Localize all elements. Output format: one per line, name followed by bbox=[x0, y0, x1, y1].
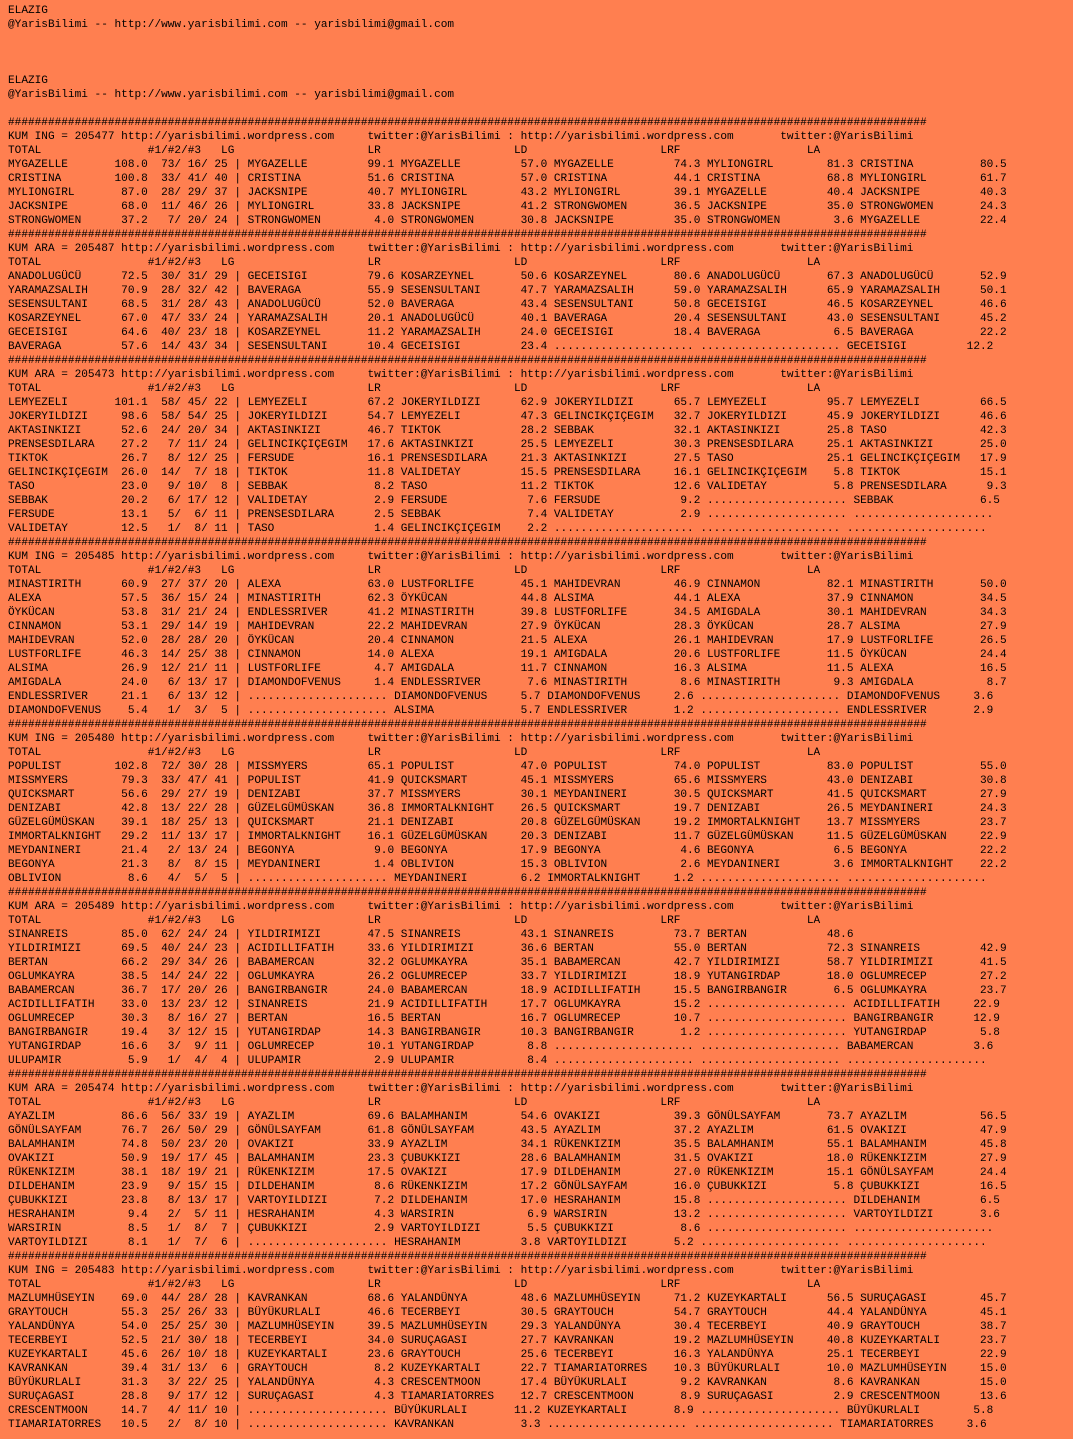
table-row: BAVERAGA 57.6 14/ 43/ 34 | SESENSULTANI 10.4 GECEISIGI 23.4 ..................... ..................... GECEISIGI 12.2 bbox=[8, 341, 994, 353]
table-row: AMIGDALA 24.0 6/ 13/ 17 | DIAMONDOFVENUS 1.4 ENDLESSRIVER 7.6 MINASTIRITH 8.6 MINASTIRITH 9.3 AMIGDALA 8.7 bbox=[8, 677, 1007, 689]
race-title: KUM ING = 205483 http://yarisbilimi.wordpress.com twitter:@YarisBilimi : http://yarisbilimi.wordpress.com twitter:@YarisBilimi bbox=[8, 1265, 914, 1277]
table-row: GRAYTOUCH 55.3 25/ 26/ 33 | BÜYÜKURLALI 46.6 TECERBEYI 30.5 GRAYTOUCH 54.7 GRAYTOUCH 44.4 YALANDÜNYA 45.1 bbox=[8, 1307, 1007, 1319]
race-block bbox=[8, 718, 1073, 886]
table-row: MINASTIRITH 60.9 27/ 37/ 20 | ALEXA 63.0 LUSTFORLIFE 45.1 MAHIDEVRAN 46.9 CINNAMON 82.1 MINASTIRITH 50.0 bbox=[8, 579, 1007, 591]
table-row: DENIZABI 42.8 13/ 22/ 28 | GÜZELGÜMÜSKAN 36.8 IMMORTALKNIGHT 26.5 QUICKSMART 19.7 DENIZABI 26.5 MEYDANINERI 24.3 bbox=[8, 803, 1007, 815]
race-block bbox=[8, 536, 1073, 718]
table-row: OBLIVION 8.6 4/ 5/ 5 | ..................... MEYDANINERI 6.2 IMMORTALKNIGHT 1.2 ..................... ..................... bbox=[8, 873, 987, 885]
race-title: KUM ARA = 205474 http://yarisbilimi.wordpress.com twitter:@YarisBilimi : http://yarisbilimi.wordpress.com twitter:@YarisBilimi bbox=[8, 1083, 914, 1095]
header-contact: @YarisBilimi -- http://www.yarisbilimi.com -- yarisbilimi@gmail.com bbox=[8, 89, 455, 101]
header-contact: @YarisBilimi -- http://www.yarisbilimi.com -- yarisbilimi@gmail.com bbox=[8, 19, 455, 31]
table-row: IMMORTALKNIGHT 29.2 11/ 13/ 17 | IMMORTALKNIGHT 16.1 GÜZELGÜMÜSKAN 20.3 DENIZABI 11.7 GÜZELGÜMÜSKAN 11.5 GÜZELGÜMÜSKAN 22.9 bbox=[8, 831, 1007, 843]
table-row: TIAMARIATORRES 10.5 2/ 8/ 10 | ..................... KAVRANKAN 3.3 ..................... ..................... TIAMARIATORRES 3.6 bbox=[8, 1419, 987, 1431]
table-row: ÖYKÜCAN 53.8 31/ 21/ 24 | ENDLESSRIVER 41.2 MINASTIRITH 39.8 LUSTFORLIFE 34.5 AMIGDALA 30.1 MAHIDEVRAN 34.3 bbox=[8, 607, 1007, 619]
column-headers: TOTAL #1/#2/#3 LG LR LD LRF LA bbox=[8, 383, 821, 395]
column-headers: TOTAL #1/#2/#3 LG LR LD LRF LA bbox=[8, 565, 821, 577]
table-row: KAVRANKAN 39.4 31/ 13/ 6 | GRAYTOUCH 8.2 KUZEYKARTALI 22.7 TIAMARIATORRES 10.3 BÜYÜKURLALI 10.0 MAZLUMHÜSEYIN 15.0 bbox=[8, 1363, 1007, 1375]
column-headers: TOTAL #1/#2/#3 LG LR LD LRF LA bbox=[8, 915, 821, 927]
race-title: KUM ARA = 205487 http://yarisbilimi.wordpress.com twitter:@YarisBilimi : http://yarisbilimi.wordpress.com twitter:@YarisBilimi bbox=[8, 243, 914, 255]
table-row: SEBBAK 20.2 6/ 17/ 12 | VALIDETAY 2.9 FERSUDE 7.6 FERSUDE 9.2 ..................... SEBBAK 6.5 bbox=[8, 495, 1000, 507]
table-row: GELINCIKÇIÇEGIM 26.0 14/ 7/ 18 | TIKTOK 11.8 VALIDETAY 15.5 PRENSESDILARA 16.1 GELINCIKÇIÇEGIM 5.8 TIKTOK 15.1 bbox=[8, 467, 1007, 479]
table-row: CRESCENTMOON 14.7 4/ 11/ 10 | ..................... BÜYÜKURLALI 11.2 KUZEYKARTALI 8.9 ..................... BÜYÜKURLALI 5.8 bbox=[8, 1405, 994, 1417]
header-city: ELAZIG bbox=[8, 5, 48, 17]
table-row: TIKTOK 26.7 8/ 12/ 25 | FERSUDE 16.1 PRENSESDILARA 21.3 AKTASINKIZI 27.5 TASO 25.1 GELINCIKÇIÇEGIM 17.9 bbox=[8, 453, 1007, 465]
table-row: YARAMAZSALIH 70.9 28/ 32/ 42 | BAVERAGA 55.9 SESENSULTANI 47.7 YARAMAZSALIH 59.0 YARAMAZSALIH 65.9 YARAMAZSALIH 50.1 bbox=[8, 285, 1007, 297]
table-row: ALSIMA 26.9 12/ 21/ 11 | LUSTFORLIFE 4.7 AMIGDALA 11.7 CINNAMON 16.3 ALSIMA 11.5 ALEXA 16.5 bbox=[8, 663, 1007, 675]
table-row: BÜYÜKURLALI 31.3 3/ 22/ 25 | YALANDÜNYA 4.3 CRESCENTMOON 17.4 BÜYÜKURLALI 9.2 KAVRANKAN 8.6 KAVRANKAN 15.0 bbox=[8, 1377, 1007, 1389]
table-row: OGLUMKAYRA 38.5 14/ 24/ 22 | OGLUMKAYRA 26.2 OGLUMRECEP 33.7 YILDIRIMIZI 18.9 YUTANGIRDAP 18.0 OGLUMRECEP 27.2 bbox=[8, 971, 1007, 983]
separator-line: ########################################################################################################################################## bbox=[8, 229, 927, 241]
race-block bbox=[8, 116, 1073, 228]
table-row: RÜKENKIZIM 38.1 18/ 19/ 21 | RÜKENKIZIM 17.5 OVAKIZI 17.9 DILDEHANIM 27.0 RÜKENKIZIM 15.1 GÖNÜLSAYFAM 24.4 bbox=[8, 1167, 1007, 1179]
table-row: CINNAMON 53.1 29/ 14/ 19 | MAHIDEVRAN 22.2 MAHIDEVRAN 27.9 ÖYKÜCAN 28.3 ÖYKÜCAN 28.7 ALSIMA 27.9 bbox=[8, 621, 1007, 633]
table-row: GÖNÜLSAYFAM 76.7 26/ 50/ 29 | GÖNÜLSAYFAM 61.8 GÖNÜLSAYFAM 43.5 AYAZLIM 37.2 AYAZLIM 61.5 OVAKIZI 47.9 bbox=[8, 1125, 1007, 1137]
table-row: OGLUMRECEP 30.3 8/ 16/ 27 | BERTAN 16.5 BERTAN 16.7 OGLUMRECEP 10.7 ..................... BANGIRBANGIR 12.9 bbox=[8, 1013, 1000, 1025]
race-block bbox=[8, 886, 1073, 1068]
column-headers: TOTAL #1/#2/#3 LG LR LD LRF LA bbox=[8, 257, 821, 269]
table-row: MAHIDEVRAN 52.0 28/ 28/ 20 | ÖYKÜCAN 20.4 CINNAMON 21.5 ALEXA 26.1 MAHIDEVRAN 17.9 LUSTFORLIFE 26.5 bbox=[8, 635, 1007, 647]
table-row: LUSTFORLIFE 46.3 14/ 25/ 38 | CINNAMON 14.0 ALEXA 19.1 AMIGDALA 20.6 LUSTFORLIFE 11.5 ÖYKÜCAN 24.4 bbox=[8, 649, 1007, 661]
race-title: KUM ING = 205480 http://yarisbilimi.wordpress.com twitter:@YarisBilimi : http://yarisbilimi.wordpress.com twitter:@YarisBilimi bbox=[8, 733, 914, 745]
table-row: MEYDANINERI 21.4 2/ 13/ 24 | BEGONYA 9.0 BEGONYA 17.9 BEGONYA 4.6 BEGONYA 6.5 BEGONYA 22.2 bbox=[8, 845, 1007, 857]
table-row: YILDIRIMIZI 69.5 40/ 24/ 23 | ACIDILLIFATIH 33.6 YILDIRIMIZI 36.6 BERTAN 55.0 BERTAN 72.3 SINANREIS 42.9 bbox=[8, 943, 1007, 955]
table-row: MYGAZELLE 108.0 73/ 16/ 25 | MYGAZELLE 99.1 MYGAZELLE 57.0 MYGAZELLE 74.3 MYLIONGIRL 81.3 CRISTINA 80.5 bbox=[8, 159, 1007, 171]
table-row: AKTASINKIZI 52.6 24/ 20/ 34 | AKTASINKIZI 46.7 TIKTOK 28.2 SEBBAK 32.1 AKTASINKIZI 25.8 TASO 42.3 bbox=[8, 425, 1007, 437]
table-row: GÜZELGÜMÜSKAN 39.1 18/ 25/ 13 | QUICKSMART 21.1 DENIZABI 20.8 GÜZELGÜMÜSKAN 19.2 IMMORTALKNIGHT 13.7 MISSMYERS 23.7 bbox=[8, 817, 1007, 829]
table-row: MISSMYERS 79.3 33/ 47/ 41 | POPULIST 41.9 QUICKSMART 45.1 MISSMYERS 65.6 MISSMYERS 43.0 DENIZABI 30.8 bbox=[8, 775, 1007, 787]
column-headers: TOTAL #1/#2/#3 LG LR LD LRF LA bbox=[8, 145, 821, 157]
table-row: ÇUBUKKIZI 23.8 8/ 13/ 17 | VARTOYILDIZI 7.2 DILDEHANIM 17.0 HESRAHANIM 15.8 ..................... DILDEHANIM 6.5 bbox=[8, 1195, 1000, 1207]
table-row: POPULIST 102.8 72/ 30/ 28 | MISSMYERS 65.1 POPULIST 47.0 POPULIST 74.0 POPULIST 83.0 POPULIST 55.0 bbox=[8, 761, 1007, 773]
table-row: TECERBEYI 52.5 21/ 30/ 18 | TECERBEYI 34.0 SURUÇAGASI 27.7 KAVRANKAN 19.2 MAZLUMHÜSEYIN 40.8 KUZEYKARTALI 23.7 bbox=[8, 1335, 1007, 1347]
column-headers: TOTAL #1/#2/#3 LG LR LD LRF LA bbox=[8, 1279, 821, 1291]
race-block bbox=[8, 1068, 1073, 1250]
race-title: KUM ING = 205485 http://yarisbilimi.wordpress.com twitter:@YarisBilimi : http://yarisbilimi.wordpress.com twitter:@YarisBilimi bbox=[8, 551, 914, 563]
table-row: AYAZLIM 86.6 56/ 33/ 19 | AYAZLIM 69.6 BALAMHANIM 54.6 OVAKIZI 39.3 GÖNÜLSAYFAM 73.7 AYAZLIM 56.5 bbox=[8, 1111, 1007, 1123]
table-row: BERTAN 66.2 29/ 34/ 26 | BABAMERCAN 32.2 OGLUMKAYRA 35.1 BABAMERCAN 42.7 YILDIRIMIZI 58.7 YILDIRIMIZI 41.5 bbox=[8, 957, 1007, 969]
table-row: ENDLESSRIVER 21.1 6/ 13/ 12 | ..................... DIAMONDOFVENUS 5.7 DIAMONDOFVENUS 2.6 ..................... DIAMONDOFVENUS 3.6 bbox=[8, 691, 994, 703]
table-row: ALEXA 57.5 36/ 15/ 24 | MINASTIRITH 62.3 ÖYKÜCAN 44.8 ALSIMA 44.1 ALEXA 37.9 CINNAMON 34.5 bbox=[8, 593, 1007, 605]
race-block bbox=[8, 354, 1073, 536]
column-headers: TOTAL #1/#2/#3 LG LR LD LRF LA bbox=[8, 1097, 821, 1109]
table-row: SURUÇAGASI 28.8 9/ 17/ 12 | SURUÇAGASI 4.3 TIAMARIATORRES 12.7 CRESCENTMOON 8.9 SURUÇAGASI 2.9 CRESCENTMOON 13.6 bbox=[8, 1391, 1007, 1403]
table-row: ACIDILLIFATIH 33.0 13/ 23/ 12 | SINANREIS 21.9 ACIDILLIFATIH 17.7 OGLUMKAYRA 15.2 ..................... ACIDILLIFATIH 22.9 bbox=[8, 999, 1000, 1011]
table-row: DILDEHANIM 23.9 9/ 15/ 15 | DILDEHANIM 8.6 RÜKENKIZIM 17.2 GÖNÜLSAYFAM 16.0 ÇUBUKKIZI 5.8 ÇUBUKKIZI 16.5 bbox=[8, 1181, 1007, 1193]
table-row: STRONGWOMEN 37.2 7/ 20/ 24 | STRONGWOMEN 4.0 STRONGWOMEN 30.8 JACKSNIPE 35.0 STRONGWOMEN 3.6 MYGAZELLE 22.4 bbox=[8, 215, 1007, 227]
separator-line: ########################################################################################################################################## bbox=[8, 355, 927, 367]
race-title: KUM ARA = 205473 http://yarisbilimi.wordpress.com twitter:@YarisBilimi : http://yarisbilimi.wordpress.com twitter:@YarisBilimi bbox=[8, 369, 914, 381]
table-row: KUZEYKARTALI 45.6 26/ 10/ 18 | KUZEYKARTALI 23.6 GRAYTOUCH 25.6 TECERBEYI 16.3 YALANDÜNYA 25.1 TECERBEYI 22.9 bbox=[8, 1349, 1007, 1361]
separator-line: ########################################################################################################################################## bbox=[8, 537, 927, 549]
table-row: DIAMONDOFVENUS 5.4 1/ 3/ 5 | ..................... ALSIMA 5.7 ENDLESSRIVER 1.2 ..................... ENDLESSRIVER 2.9 bbox=[8, 705, 994, 717]
table-row: BANGIRBANGIR 19.4 3/ 12/ 15 | YUTANGIRDAP 14.3 BANGIRBANGIR 10.3 BANGIRBANGIR 1.2 ..................... YUTANGIRDAP 5.8 bbox=[8, 1027, 1000, 1039]
table-row: VALIDETAY 12.5 1/ 8/ 11 | TASO 1.4 GELINCIKÇIÇEGIM 2.2 ..................... ..................... ..................... bbox=[8, 523, 987, 535]
table-row: CRISTINA 100.8 33/ 41/ 40 | CRISTINA 51.6 CRISTINA 57.0 CRISTINA 44.1 CRISTINA 68.8 MYLIONGIRL 61.7 bbox=[8, 173, 1007, 185]
separator-line: ########################################################################################################################################## bbox=[8, 887, 927, 899]
table-row: KOSARZEYNEL 67.0 47/ 33/ 24 | YARAMAZSALIH 20.1 ANADOLUGÜCÜ 40.1 BAVERAGA 20.4 SESENSULTANI 43.0 SESENSULTANI 45.2 bbox=[8, 313, 1007, 325]
header-2 bbox=[8, 74, 1073, 102]
table-row: ANADOLUGÜCÜ 72.5 30/ 31/ 29 | GECEISIGI 79.6 KOSARZEYNEL 50.6 KOSARZEYNEL 80.6 ANADOLUGÜCÜ 67.3 ANADOLUGÜCÜ 52.9 bbox=[8, 271, 1007, 283]
table-row: BABAMERCAN 36.7 17/ 20/ 26 | BANGIRBANGIR 24.0 BABAMERCAN 18.9 ACIDILLIFATIH 15.5 BANGIRBANGIR 6.5 OGLUMKAYRA 23.7 bbox=[8, 985, 1007, 997]
table-row: QUICKSMART 56.6 29/ 27/ 19 | DENIZABI 37.7 MISSMYERS 30.1 MEYDANINERI 30.5 QUICKSMART 41.5 QUICKSMART 27.9 bbox=[8, 789, 1007, 801]
table-row: MAZLUMHÜSEYIN 69.0 44/ 28/ 28 | KAVRANKAN 68.6 YALANDÜNYA 48.6 MAZLUMHÜSEYIN 71.2 KUZEYKARTALI 56.5 SURUÇAGASI 45.7 bbox=[8, 1293, 1007, 1305]
race-block bbox=[8, 228, 1073, 354]
table-row: BALAMHANIM 74.8 50/ 23/ 20 | OVAKIZI 33.9 AYAZLIM 34.1 RÜKENKIZIM 35.5 BALAMHANIM 55.1 BALAMHANIM 45.8 bbox=[8, 1139, 1007, 1151]
table-row: LEMYEZELI 101.1 58/ 45/ 22 | LEMYEZELI 67.2 JOKERYILDIZI 62.9 JOKERYILDIZI 65.7 LEMYEZELI 95.7 LEMYEZELI 66.5 bbox=[8, 397, 1007, 409]
table-row: FERSUDE 13.1 5/ 6/ 11 | PRENSESDILARA 2.5 SEBBAK 7.4 VALIDETAY 2.9 ..................... ..................... bbox=[8, 509, 994, 521]
table-row: MYLIONGIRL 87.0 28/ 29/ 37 | JACKSNIPE 40.7 MYLIONGIRL 43.2 MYLIONGIRL 39.1 MYGAZELLE 40.4 JACKSNIPE 40.3 bbox=[8, 187, 1007, 199]
table-row: VARTOYILDIZI 8.1 1/ 7/ 6 | ..................... HESRAHANIM 3.8 VARTOYILDIZI 5.2 ..................... ..................... bbox=[8, 1237, 987, 1249]
table-row: ULUPAMIR 5.9 1/ 4/ 4 | ULUPAMIR 2.9 ULUPAMIR 8.4 ..................... ..................... ..................... bbox=[8, 1055, 987, 1067]
race-block bbox=[8, 1250, 1073, 1432]
separator-line: ########################################################################################################################################## bbox=[8, 1069, 927, 1081]
table-row: OVAKIZI 50.9 19/ 17/ 45 | BALAMHANIM 23.3 ÇUBUKKIZI 28.6 BALAMHANIM 31.5 OVAKIZI 18.0 RÜKENKIZIM 27.9 bbox=[8, 1153, 1007, 1165]
table-row: SESENSULTANI 68.5 31/ 28/ 43 | ANADOLUGÜCÜ 52.0 BAVERAGA 43.4 SESENSULTANI 50.8 GECEISIGI 46.5 KOSARZEYNEL 46.6 bbox=[8, 299, 1007, 311]
table-row: BEGONYA 21.3 8/ 8/ 15 | MEYDANINERI 1.4 OBLIVION 15.3 OBLIVION 2.6 MEYDANINERI 3.6 IMMORTALKNIGHT 22.2 bbox=[8, 859, 1007, 871]
table-row: TASO 23.0 9/ 10/ 8 | SEBBAK 8.2 TASO 11.2 TIKTOK 12.6 VALIDETAY 5.8 PRENSESDILARA 9.3 bbox=[8, 481, 1007, 493]
table-row: JOKERYILDIZI 98.6 58/ 54/ 25 | JOKERYILDIZI 54.7 LEMYEZELI 47.3 GELINCIKÇIÇEGIM 32.7 JOKERYILDIZI 45.9 JOKERYILDIZI 46.6 bbox=[8, 411, 1007, 423]
table-row: GECEISIGI 64.6 40/ 23/ 18 | KOSARZEYNEL 11.2 YARAMAZSALIH 24.0 GECEISIGI 18.4 BAVERAGA 6.5 BAVERAGA 22.2 bbox=[8, 327, 1007, 339]
table-row: YALANDÜNYA 54.0 25/ 25/ 30 | MAZLUMHÜSEYIN 39.5 MAZLUMHÜSEYIN 29.3 YALANDÜNYA 30.4 TECERBEYI 40.9 GRAYTOUCH 38.7 bbox=[8, 1321, 1007, 1333]
separator-line: ########################################################################################################################################## bbox=[8, 117, 927, 129]
race-tables bbox=[8, 116, 1073, 1432]
column-headers: TOTAL #1/#2/#3 LG LR LD LRF LA bbox=[8, 747, 821, 759]
table-row: WARSIRIN 8.5 1/ 8/ 7 | ÇUBUKKIZI 2.9 VARTOYILDIZI 5.5 ÇUBUKKIZI 8.6 ..................... ..................... bbox=[8, 1223, 994, 1235]
table-row: YUTANGIRDAP 16.6 3/ 9/ 11 | OGLUMRECEP 10.1 YUTANGIRDAP 8.8 ..................... ..................... BABAMERCAN 3.6 bbox=[8, 1041, 994, 1053]
race-title: KUM ING = 205477 http://yarisbilimi.wordpress.com twitter:@YarisBilimi : http://yarisbilimi.wordpress.com twitter:@YarisBilimi bbox=[8, 131, 914, 143]
separator-line: ########################################################################################################################################## bbox=[8, 719, 927, 731]
table-row: JACKSNIPE 68.0 11/ 46/ 26 | MYLIONGIRL 33.8 JACKSNIPE 41.2 STRONGWOMEN 36.5 JACKSNIPE 35.0 STRONGWOMEN 24.3 bbox=[8, 201, 1007, 213]
separator-line: ########################################################################################################################################## bbox=[8, 1251, 927, 1263]
table-row: SINANREIS 85.0 62/ 24/ 24 | YILDIRIMIZI 47.5 SINANREIS 43.1 SINANREIS 73.7 BERTAN 48.6 bbox=[8, 929, 854, 941]
race-title: KUM ARA = 205489 http://yarisbilimi.wordpress.com twitter:@YarisBilimi : http://yarisbilimi.wordpress.com twitter:@YarisBilimi bbox=[8, 901, 914, 913]
header-1 bbox=[8, 4, 1073, 32]
header-city: ELAZIG bbox=[8, 75, 48, 87]
table-row: HESRAHANIM 9.4 2/ 5/ 11 | HESRAHANIM 4.3 WARSIRIN 6.9 WARSIRIN 13.2 ..................... VARTOYILDIZI 3.6 bbox=[8, 1209, 1000, 1221]
table-row: PRENSESDILARA 27.2 7/ 11/ 24 | GELINCIKÇIÇEGIM 17.6 AKTASINKIZI 25.5 LEMYEZELI 30.3 PRENSESDILARA 25.1 AKTASINKIZI 25.0 bbox=[8, 439, 1007, 451]
